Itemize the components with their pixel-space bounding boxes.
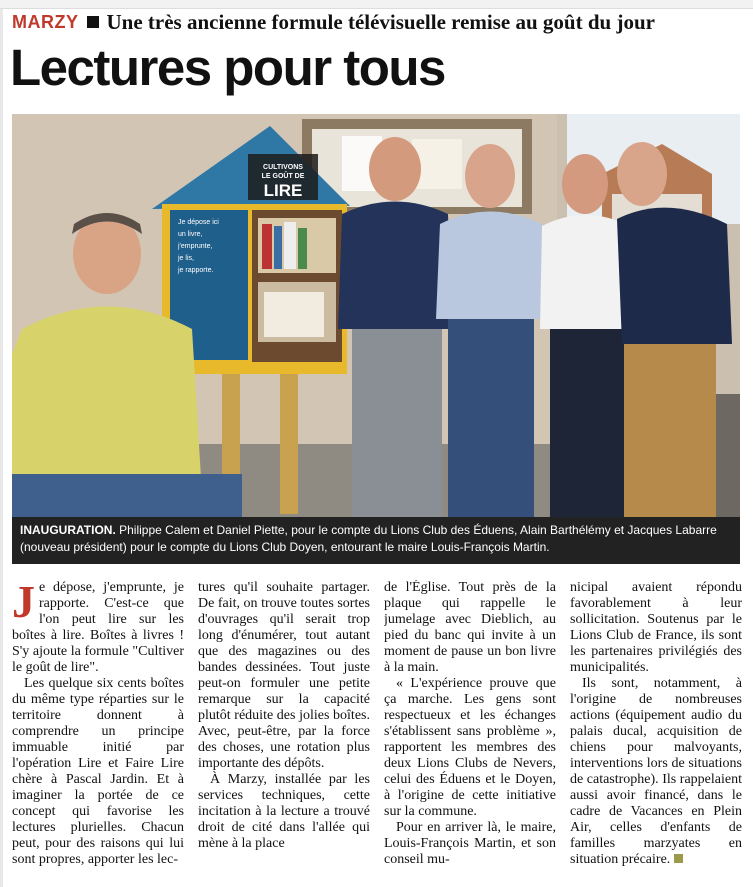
col2-paragraph-2: À Marzy, installée par les services techniques, cette incitation à la lecture a trouvé droit de cité dans l'allée qui mène à la place: [198, 772, 370, 851]
top-strip: [0, 0, 753, 9]
box-panel-line3: j'emprunte,: [178, 243, 213, 250]
box-panel-line1: Je dépose ici: [178, 219, 219, 226]
caption-text: Philippe Calem et Daniel Piette, pour le compte du Lions Club des Éduens, Alain Barthélémy et Jacques Labarre (nouveau président) pour le compte du Lions Club Doyen, entourant le maire Louis-François Martin.: [20, 523, 717, 554]
col3-paragraph-3: Pour en arriver là, le maire, Louis-François Martin, et son conseil mu-: [384, 820, 556, 867]
col2-paragraph-1: tures qu'il souhaite partager. De fait, on trouve toutes sortes d'ouvrages qu'il serait trop long d'énumérer, tout autant que des magazines ou des bandes dessinées. Tout juste peut-on formuler une petite remarque sur la capacité plutôt réduite des jolies boîtes. Avec, peut-être, par la force des choses, une rotation plus importante des dépôts.: [198, 580, 370, 771]
kicker: [12, 9, 655, 35]
col1-paragraph-1: e dépose, j'emprunte, je rapporte. C'est-ce que l'on peut lire sur les boîtes à lire. Boîtes à livres ! S'y ajoute la formule "Cultiver le goût de lire".: [12, 580, 184, 675]
col4-paragraph-2: Ils sont, notamment, à l'origine de nombreuses actions (équipement audio du palais ducal, acquisition de chiens pour malvoyants, interventions lors de situations de catastrophe). Ils rappelaient aussi avoir financé, dans le cadre de Vacances en Plein Air, celles d'enfants de familles marzyates en situation précaire.: [570, 676, 742, 867]
drop-cap: J: [12, 580, 35, 627]
box-panel-line4: je lis,: [178, 255, 194, 262]
headline: Lectures pour tous: [10, 39, 445, 96]
box-sign-line2: LE GOÛT DE: [261, 173, 305, 180]
page-edge: [0, 0, 3, 887]
photo-illustration: [12, 114, 740, 517]
kicker-title: Une très ancienne formule télévisuelle remise au goût du jour: [106, 9, 655, 34]
col3-paragraph-2: « L'expérience prouve que ça marche. Les gens sont respectueux et les échanges s'établissent sans problème », rapportent les membres des deux Lions Clubs de Nevers, celui des Éduens et le Doyen, à l'origine de cette initiative sur la commune.: [384, 676, 556, 819]
article-column-1: [12, 580, 184, 882]
end-mark-icon: [674, 854, 683, 863]
kicker-city: MARZY: [12, 11, 79, 32]
box-panel-line5: je rapporte.: [178, 267, 214, 274]
col1-paragraph-2: Les quelque six cents boîtes du même type réparties sur le territoire donnent à comprendre un principe immuable initié par l'opération Lire et Faire Lire chère à Pascal Jardin. Et à imaginer la portée de ce concept qui favorise les lectures plurielles. Chacun peut, pour des raisons qui lui sont propres, apporter les lec-: [12, 676, 184, 867]
kicker-square-icon: [87, 16, 99, 28]
photo-caption: [12, 517, 740, 564]
caption-label: INAUGURATION.: [20, 523, 116, 537]
col4-paragraph-1: nicipal avaient répondu favorablement à leur sollicitation. Soutenus par le Lions Club de France, ils sont les partenaires privilégiés des municipalités.: [570, 580, 742, 675]
box-sign-line1: CULTIVONS: [263, 164, 303, 171]
article-column-3: [384, 580, 556, 882]
article-column-4: [570, 580, 742, 882]
box-sign-big: LIRE: [263, 181, 303, 200]
col3-paragraph-1: de l'Église. Tout près de la plaque qui rappelle le jumelage avec Dieblich, au pied du banc qui invite à un moment de pause un bon livre à la main.: [384, 580, 556, 675]
box-panel-line2: un livre,: [178, 231, 203, 238]
article-column-2: [198, 580, 370, 882]
article-photo: [12, 114, 740, 517]
article-body: [12, 580, 742, 882]
